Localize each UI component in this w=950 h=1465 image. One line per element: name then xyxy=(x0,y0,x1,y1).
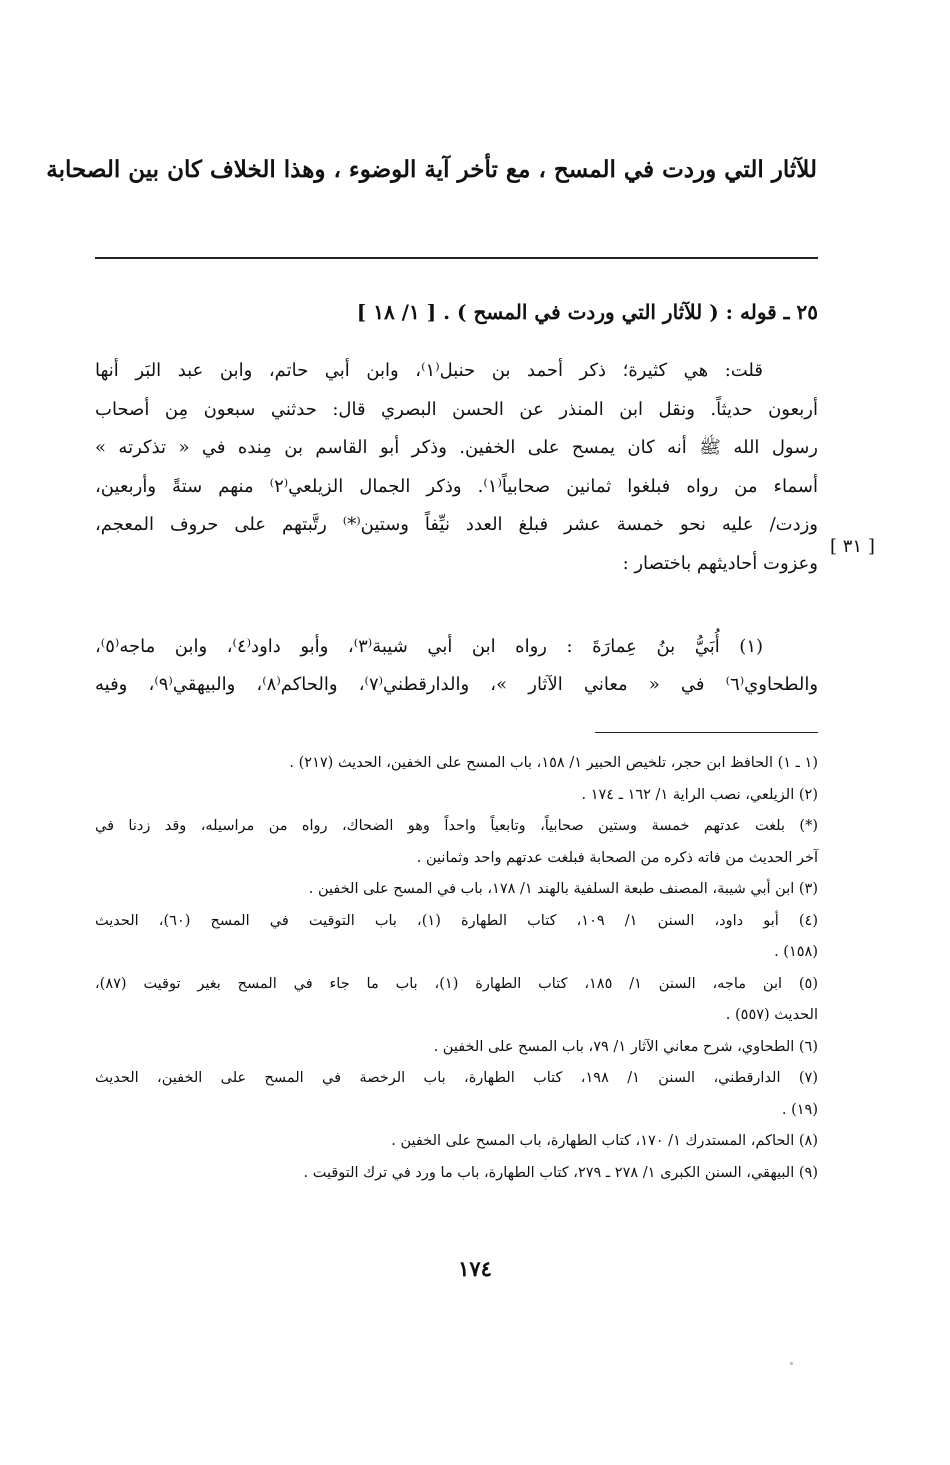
footnote-line: (٥) ابن ماجه، السنن ١/ ١٨٥، كتاب الطهارة (١)، باب ما جاء في المسح بغير توقيت (٨٧)، xyxy=(95,975,818,992)
body-paragraph xyxy=(95,352,818,583)
footnote-line: (٨) الحاكم، المستدرك ١/ ١٧٠، كتاب الطهارة، باب المسح على الخفين . xyxy=(391,1133,818,1149)
footnote xyxy=(95,1063,818,1126)
footnote-line: (٤) أبو داود، السنن ١/ ١٠٩، كتاب الطهارة (١)، باب التوقيت في المسح (٦٠)، الحديث xyxy=(95,912,819,929)
footnote-line: (٦) الطحاوي، شرح معاني الآثار ١/ ٧٩، باب المسح على الخفين . xyxy=(433,1038,818,1055)
footnote-line: (١٥٨) . xyxy=(774,944,818,960)
footnote-line: آخر الحديث من فاته ذكره من الصحابة فبلغت عدتهم واحد وثمانين . xyxy=(416,849,818,866)
section-heading: ٢٥ ـ قوله : ( للآثار التي وردت في المسح ) . [ ١/ ١٨ ] xyxy=(356,300,818,324)
margin-page-marker: [ ٣١ ] xyxy=(830,536,875,557)
body-line: أربعون حديثاً. ونقل ابن المنذر عن الحسن البصري قال: حدثني سبعون مِن أصحاب xyxy=(95,398,818,420)
entry-line: (١) أُبَيُّ بنُ عِمارَةَ : رواه ابن أبي شيبة⁽٣⁾، وأبو داود⁽٤⁾، وابن ماجه⁽٥⁾، xyxy=(95,636,764,657)
body-line: وعزوت أحاديثهم باختصار : xyxy=(622,552,818,574)
footnote-line: (٢) الزيلعي، نصب الراية ١/ ١٦٢ ـ ١٧٤ . xyxy=(581,786,818,803)
running-header: للآثار التي وردت في المسح ، مع تأخر آية الوضوء ، وهذا الخلاف كان بين الصحابة xyxy=(46,156,817,183)
footnote-line: (١ ـ ١) الحافظ ابن حجر، تلخيص الحبير ١/ ١٥٨، باب المسح على الخفين، الحديث (٢١٧) . xyxy=(289,755,818,771)
page-number: ١٧٤ xyxy=(458,1256,492,1281)
footnote-line: (*) بلغت عدتهم خمسة وستين صحابياً، وتابعياً واحداً وهو الضحاك، رواه من مراسيله، وقد زدنا في xyxy=(95,818,818,834)
footnote-line: الحديث (٥٥٧) . xyxy=(725,1007,818,1023)
body-line: رسول الله ﷺ أنه كان يمسح على الخفين. وذكر أبو القاسم بن مِنده في « تذكرته » xyxy=(95,437,818,458)
footnote xyxy=(95,1158,818,1190)
footnote xyxy=(95,969,818,1032)
body-line: وزدت/ عليه نحو خمسة عشر فبلغ العدد نيِّفاً وستين⁽*⁾ رتَّبتهم على حروف المعجم، xyxy=(95,514,818,535)
footnote xyxy=(95,1126,818,1158)
footnote xyxy=(95,906,818,969)
header-rule xyxy=(95,257,818,259)
body-line: قلت: هي كثيرة؛ ذكر أحمد بن حنبل⁽١⁾، وابن أبي حاتم، وابن عبد البَر أنها xyxy=(95,360,763,381)
footnote-line: (٣) ابن أبي شيبة، المصنف طبعة السلفية بالهند ١/ ١٧٨، باب في المسح على الخفين . xyxy=(308,881,818,897)
footnote-rule xyxy=(595,732,818,733)
footnote xyxy=(95,811,818,874)
footnote xyxy=(95,1032,818,1064)
body-line: أسماء من رواه فبلغوا ثمانين صحابياً⁽١⁾. وذكر الجمال الزيلعي⁽٢⁾ منهم ستةً وأربعين، xyxy=(95,475,818,497)
footnotes xyxy=(95,748,818,1189)
footnote-line: (٩) البيهقي، السنن الكبرى ١/ ٢٧٨ ـ ٢٧٩، كتاب الطهارة، باب ما ورد في ترك التوقيت . xyxy=(303,1164,818,1181)
footnote xyxy=(95,780,818,812)
scan-speck xyxy=(790,1362,793,1365)
entry-paragraph xyxy=(95,628,818,704)
entry-line: والطحاوي⁽٦⁾ في « معاني الآثار »، والدارقطني⁽٧⁾، والحاكم⁽٨⁾، والبيهقي⁽٩⁾، وفيه xyxy=(95,674,819,695)
footnote xyxy=(95,874,818,906)
footnote-line: (٧) الدارقطني، السنن ١/ ١٩٨، كتاب الطهارة، باب الرخصة في المسح على الخفين، الحديث xyxy=(95,1070,818,1086)
footnote xyxy=(95,748,818,780)
footnote-line: (١٩) . xyxy=(781,1101,818,1118)
